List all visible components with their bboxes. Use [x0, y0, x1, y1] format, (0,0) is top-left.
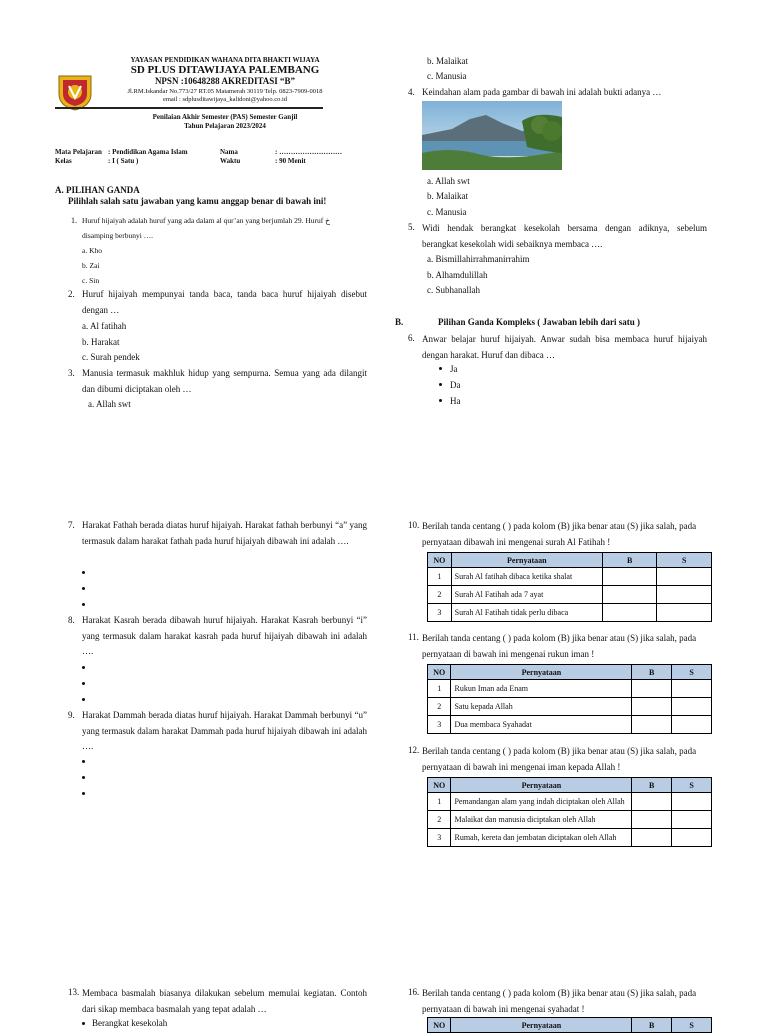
header-divider — [55, 107, 323, 109]
q16-number: 16. — [408, 987, 420, 997]
q1-text: Huruf hijaiyah adalah huruf yang ada dalam al qur’an yang berjumlah 29. Huruf خ — [82, 216, 330, 225]
time-label: Waktu — [220, 157, 241, 165]
school-email: email : sdplusditawijaya_kalidoni@yahoo.co.id — [162, 96, 288, 103]
q6-text: Anwar belajar huruf hijaiyah. Anwar sudah bisa membaca huruf hijaiyah dengan harakat. Huruf dan dibaca … — [422, 334, 707, 360]
col-s-header: S — [672, 1018, 712, 1033]
row-no: 3 — [428, 604, 452, 622]
q12-number: 12. — [408, 745, 420, 755]
q3-option-b[interactable]: b. Malaikat — [427, 56, 468, 66]
q8-number: 8. — [68, 615, 75, 625]
checkbox-s[interactable] — [672, 793, 712, 811]
col-statement-header: Pernyataan — [451, 1018, 632, 1033]
q2-option-c[interactable]: c. Surah pendek — [82, 352, 140, 362]
q2-text: Huruf hijaiyah mempunyai tanda baca, tanda baca huruf hijaiyah disebut dengan … — [82, 289, 367, 315]
col-no-header: NO — [428, 1018, 451, 1033]
q6-option-1[interactable]: Ja — [450, 364, 458, 374]
q4-option-b[interactable]: b. Malaikat — [427, 191, 468, 201]
q6-option-3[interactable]: Ha — [450, 396, 461, 406]
row-statement: Malaikat dan manusia diciptakan oleh Allah — [451, 811, 632, 829]
q5-option-c[interactable]: c. Subhanallah — [427, 285, 480, 295]
q10-number: 10. — [408, 520, 420, 530]
q10-table — [427, 552, 712, 622]
col-b-header: B — [602, 553, 657, 568]
row-statement: Dua membaca Syahadat — [451, 716, 632, 734]
checkbox-b[interactable] — [632, 680, 672, 698]
row-statement: Surah Al Fatihah ada 7 ayat — [451, 586, 602, 604]
row-statement: Surah Al fatihah dibaca ketika shalat — [451, 568, 602, 586]
col-s-header: S — [672, 778, 712, 793]
q3-option-c[interactable]: c. Manusia — [427, 71, 467, 81]
q8-bullet-3[interactable] — [82, 698, 85, 701]
q11-table — [427, 664, 712, 734]
section-a-instruction: Pilihlah salah satu jawaban yang kamu anggap benar di bawah ini! — [68, 196, 327, 206]
table-row — [428, 680, 712, 698]
col-statement-header: Pernyataan — [451, 665, 632, 680]
checkbox-b[interactable] — [632, 793, 672, 811]
table-row — [428, 586, 712, 604]
row-no: 2 — [428, 586, 452, 604]
col-no-header: NO — [428, 778, 451, 793]
q13-text: Membaca basmalah biasanya dilakukan sebelum memulai kegiatan. Contoh dari sikap membaca basmalah yang tepat adalah … — [82, 988, 367, 1014]
table-row — [428, 793, 712, 811]
row-no: 2 — [428, 811, 451, 829]
q6-option-2[interactable]: Da — [450, 380, 461, 390]
checkbox-b[interactable] — [632, 698, 672, 716]
q2-option-a[interactable]: a. Al fatihah — [82, 321, 127, 331]
q1-text-cont: disamping berbunyi …. — [82, 231, 154, 240]
q9-bullet-3[interactable] — [82, 792, 85, 795]
row-statement: Surah Al Fatihah tidak perlu dibaca — [451, 604, 602, 622]
q6-bullet-2 — [439, 383, 442, 386]
q12-table — [427, 777, 712, 847]
q4-option-a[interactable]: a. Allah swt — [427, 176, 470, 186]
q2-option-b[interactable]: b. Harakat — [82, 337, 120, 347]
q11-number: 11. — [408, 632, 419, 642]
q8-bullet-2[interactable] — [82, 682, 85, 685]
q10-text: Berilah tanda centang ( ) pada kolom (B) jika benar atau (S) jika salah, pada pernyataan dibawah ini mengenai surah Al Fatihah ! — [422, 521, 697, 547]
checkbox-b[interactable] — [602, 586, 657, 604]
q6-bullet-1 — [439, 367, 442, 370]
q4-text: Keindahan alam pada gambar di bawah ini adalah bukti adanya … — [422, 87, 662, 97]
col-statement-header: Pernyataan — [451, 553, 602, 568]
row-no: 1 — [428, 568, 452, 586]
q5-text: Widi hendak berangkat kesekolah bersama dengan adiknya, sebelum berangkat kesekolah widi sebaiknya membaca …. — [422, 223, 707, 249]
col-no-header: NO — [428, 553, 452, 568]
q9-text: Harakat Dammah berada diatas huruf hijaiyah. Harakat Dammah berbunyi “u” yang termasuk dalam harakat Dammah pada huruf hijaiyah dibawah ini adalah …. — [82, 710, 367, 751]
checkbox-s[interactable] — [672, 698, 712, 716]
subject-label: Mata Pelajaran — [55, 148, 102, 156]
checkbox-s[interactable] — [672, 811, 712, 829]
q5-number: 5. — [408, 222, 415, 232]
q4-number: 4. — [408, 87, 415, 97]
row-no: 1 — [428, 680, 451, 698]
row-statement: Pemandangan alam yang indah diciptakan oleh Allah — [451, 793, 632, 811]
school-name: SD PLUS DITAWIJAYA PALEMBANG — [130, 64, 320, 76]
q1-number: 1. — [71, 216, 77, 225]
q9-number: 9. — [68, 710, 75, 720]
q1-option-b[interactable]: b. Zai — [82, 261, 100, 270]
table-row — [428, 811, 712, 829]
row-no: 3 — [428, 716, 451, 734]
q9-bullet-1[interactable] — [82, 760, 85, 763]
col-b-header: B — [632, 1018, 672, 1033]
q2-number: 2. — [68, 289, 75, 299]
q7-bullet-2[interactable] — [82, 587, 85, 590]
q4-option-c[interactable]: c. Manusia — [427, 207, 467, 217]
q11-text: Berilah tanda centang ( ) pada kolom (B) jika benar atau (S) jika salah, pada pernyataan di bawah ini mengenai rukun iman ! — [422, 633, 697, 659]
checkbox-b[interactable] — [602, 568, 657, 586]
col-b-header: B — [632, 665, 672, 680]
q7-number: 7. — [68, 520, 75, 530]
checkbox-s[interactable] — [672, 716, 712, 734]
school-logo — [55, 72, 95, 112]
row-no: 1 — [428, 793, 451, 811]
q8-text: Harakat Kasrah berada dibawah huruf hijaiyah. Harakat Kasrah berbunyi “i” yang termasuk dalam harakat kasrah pada huruf hijaiyah dibawah ini adalah …. — [82, 615, 367, 656]
school-address: Jl.RM.Iskandar No.773/27 RT.05 Matamerah 30119 Telp. 0823-7909-0018 — [127, 88, 323, 95]
col-s-header: S — [657, 553, 712, 568]
q5-option-a[interactable]: a. Bismillahirrahmanirrahim — [427, 254, 530, 264]
q13-option-1[interactable]: Berangkat kesekolah — [92, 1018, 168, 1028]
q6-number: 6. — [408, 333, 415, 343]
q7-text: Harakat Fathah berada diatas huruf hijaiyah. Harakat fathah berbunyi “a” yang termasuk dalam harakat fathah pada huruf hijaiyah dibawah ini adalah …. — [82, 520, 367, 546]
col-b-header: B — [632, 778, 672, 793]
q1-option-a[interactable]: a. Kho — [82, 246, 102, 255]
col-s-header: S — [672, 665, 712, 680]
npsn-text: NPSN :10648288 AKREDITASI “B” — [154, 76, 296, 86]
table-header-row — [428, 1018, 712, 1033]
table-row — [428, 604, 712, 622]
q3-option-a[interactable]: a. Allah swt — [88, 399, 131, 409]
checkbox-b[interactable] — [632, 829, 672, 847]
checkbox-s[interactable] — [672, 829, 712, 847]
class-value: : I ( Satu ) — [108, 157, 139, 165]
row-statement: Rumah, kereta dan jembatan diciptakan oleh Allah — [451, 829, 632, 847]
section-a-title: A. PILIHAN GANDA — [55, 185, 140, 195]
checkbox-s[interactable] — [672, 680, 712, 698]
exam-title: Penilaian Akhir Semester (PAS) Semester Ganjil — [152, 113, 298, 121]
checkbox-b[interactable] — [602, 604, 657, 622]
row-no: 2 — [428, 698, 451, 716]
row-no: 3 — [428, 829, 451, 847]
table-header-row — [428, 553, 712, 568]
q8-bullet-1[interactable] — [82, 666, 85, 669]
class-label: Kelas — [55, 157, 72, 165]
checkbox-s[interactable] — [657, 586, 712, 604]
landscape-photo-icon — [422, 101, 562, 170]
checkbox-s[interactable] — [657, 568, 712, 586]
row-statement: Satu kepada Allah — [451, 698, 632, 716]
q5-option-b[interactable]: b. Alhamdulillah — [427, 270, 488, 280]
q6-bullet-3 — [439, 399, 442, 402]
q16-text: Berilah tanda centang ( ) pada kolom (B) jika benar atau (S) jika salah, pada pernyataan di bawah ini mengenai syahadat ! — [422, 988, 697, 1014]
checkbox-b[interactable] — [632, 716, 672, 734]
q3-text: Manusia termasuk makhluk hidup yang sempurna. Semua yang ada dilangit dan dibumi diciptakan oleh … — [82, 368, 367, 394]
q7-bullet-3[interactable] — [82, 603, 85, 606]
q9-bullet-2[interactable] — [82, 776, 85, 779]
name-label: Nama — [220, 148, 238, 156]
q7-bullet-1[interactable] — [82, 571, 85, 574]
school-year: Tahun Pelajaran 2023/2024 — [184, 122, 266, 130]
table-row — [428, 568, 712, 586]
table-row — [428, 716, 712, 734]
foundation-name: YAYASAN PENDIDIKAN WAHANA DITA BHAKTI WIJAYA — [130, 56, 320, 64]
checkbox-b[interactable] — [632, 811, 672, 829]
q1-option-c[interactable]: c. Sin — [82, 276, 100, 285]
q3-number: 3. — [68, 368, 75, 378]
table-header-row — [428, 665, 712, 680]
q12-text: Berilah tanda centang ( ) pada kolom (B) jika benar atau (S) jika salah, pada pernyataan di bawah ini mengenai iman kepada Allah ! — [422, 746, 697, 772]
subject-value: : Pendidikan Agama Islam — [108, 148, 188, 156]
section-b-title: Pilihan Ganda Kompleks ( Jawaban lebih dari satu ) — [438, 317, 641, 327]
time-value: : 90 Menit — [275, 157, 306, 165]
name-value: : ……………………… — [275, 148, 343, 156]
checkbox-s[interactable] — [657, 604, 712, 622]
q16-table — [427, 1017, 712, 1033]
col-no-header: NO — [428, 665, 451, 680]
col-statement-header: Pernyataan — [451, 778, 632, 793]
row-statement: Rukun Iman ada Enam — [451, 680, 632, 698]
section-b-letter: B. — [395, 317, 404, 327]
table-row — [428, 698, 712, 716]
table-row — [428, 829, 712, 847]
q13-number: 13. — [68, 987, 80, 997]
table-header-row — [428, 778, 712, 793]
